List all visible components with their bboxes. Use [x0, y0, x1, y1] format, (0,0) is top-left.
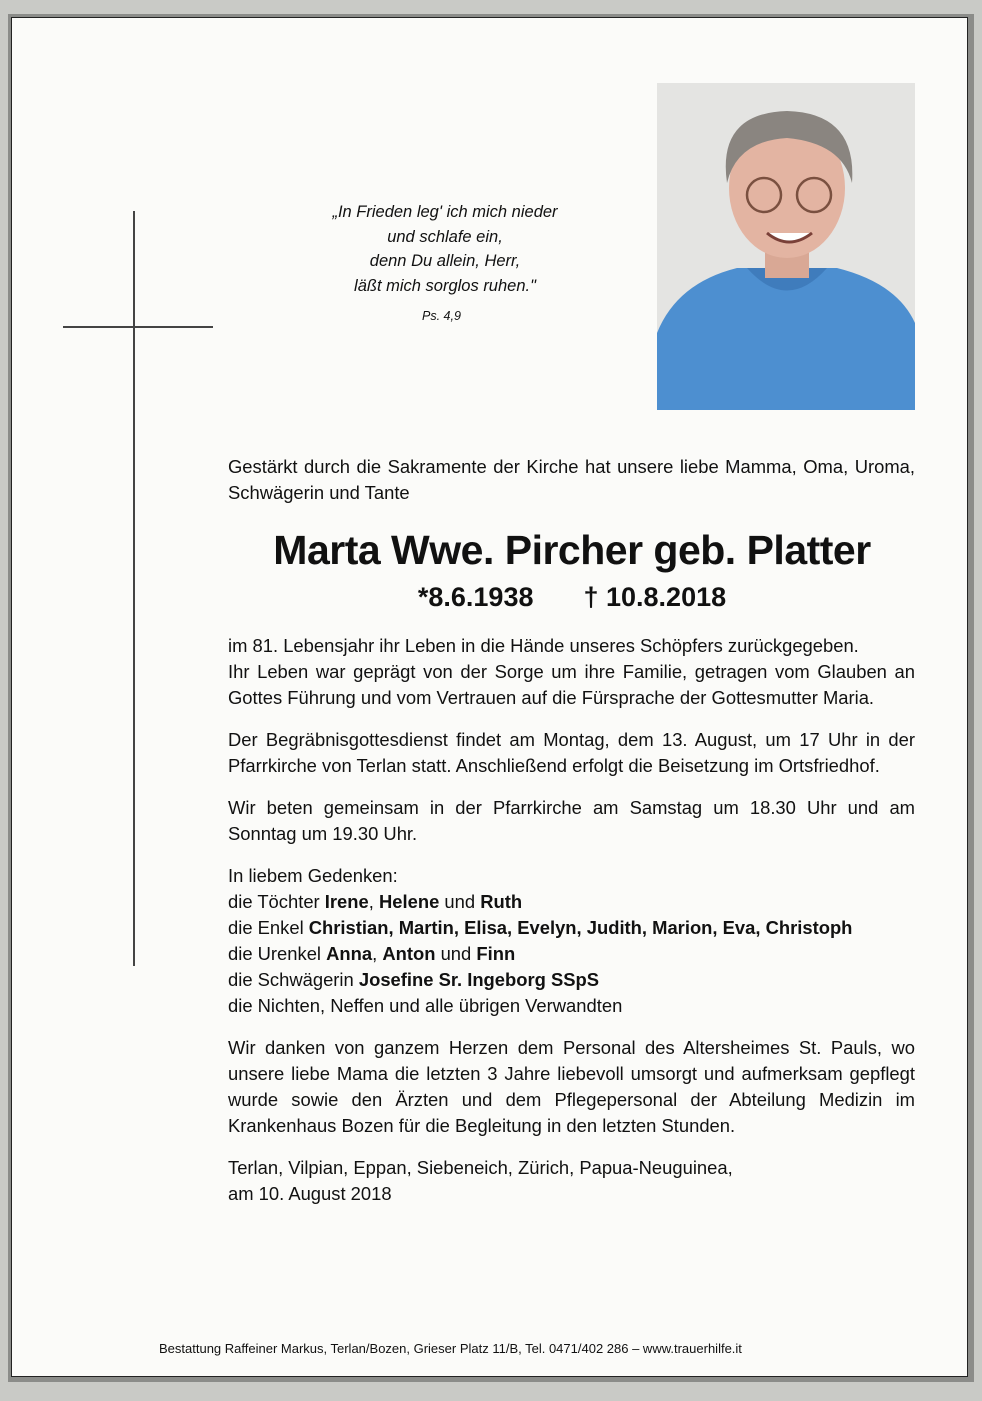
name: Ruth [480, 891, 523, 912]
names: Christian, Martin, Elisa, Evelyn, Judith, Marion, Eva, Christoph [308, 917, 853, 938]
death-date: † 10.8.2018 [583, 582, 727, 612]
label: die Töchter [228, 891, 325, 912]
quote-line: denn Du allein, Herr, [369, 252, 521, 270]
paragraph-funeral: Der Begräbnisgottesdienst findet am Montag, dem 13. August, um 17 Uhr in der Pfarrkirche von Terlan statt. Anschließend erfolgt die Beisetzung im Ortsfriedhof. [228, 729, 915, 776]
label: die Urenkel [228, 943, 327, 964]
paragraph-character: Ihr Leben war geprägt von der Sorge um ihre Familie, getragen vom Glauben an Gottes Führung und vom Vertrauen auf die Fürsprache der Gottesmutter Maria. [228, 661, 915, 708]
label: die Enkel [228, 917, 309, 938]
quote-reference: Ps. 4,9 [422, 309, 461, 323]
funeral-home-footer: Bestattung Raffeiner Markus, Terlan/Bozen, Grieser Platz 11/B, Tel. 0471/402 286 – www.trauerhilfe.it [159, 1341, 742, 1356]
sep: , [368, 891, 379, 912]
name: Anton [382, 943, 436, 964]
mourners-grandchildren [228, 915, 915, 941]
portrait-photo [657, 83, 915, 410]
cross-horizontal-bar [63, 326, 213, 328]
date-line: am 10. August 2018 [228, 1183, 392, 1204]
sep: , [372, 943, 383, 964]
name: Irene [324, 891, 369, 912]
name: Anna [326, 943, 373, 964]
quote-line: „In Frieden leg' ich mich nieder [332, 203, 558, 221]
life-dates [180, 582, 964, 613]
sep: und [439, 891, 481, 912]
body-text [228, 633, 915, 1207]
deceased-name: Marta Wwe. Pircher geb. Platter [273, 527, 871, 573]
mourners-daughters [228, 889, 915, 915]
mourners-sisterinlaw [228, 967, 915, 993]
mourners-others: die Nichten, Neffen und alle übrigen Verwandten [228, 995, 623, 1016]
paragraph-prayer: Wir beten gemeinsam in der Pfarrkirche am Samstag um 18.30 Uhr und am Sonntag um 19.30 Uhr. [228, 797, 915, 844]
quote-line: läßt mich sorglos ruhen." [354, 276, 536, 295]
mourners-greatgrandchildren [228, 941, 915, 967]
cross-vertical-bar [133, 211, 135, 966]
birth-date: *8.6.1938 [417, 582, 534, 612]
name: Helene [378, 891, 440, 912]
psalm-quote [290, 200, 600, 323]
paragraph-life: im 81. Lebensjahr ihr Leben in die Hände unseres Schöpfers zurückgegeben. [228, 635, 859, 656]
places-line: Terlan, Vilpian, Eppan, Siebeneich, Zürich, Papua-Neuguinea, [228, 1157, 733, 1178]
mourners-heading: In liebem Gedenken: [228, 865, 398, 886]
name: Finn [476, 943, 516, 964]
intro-text [228, 454, 915, 506]
quote-line: und schlafe ein, [387, 227, 503, 246]
mourners-list [228, 863, 915, 1019]
label: die Schwägerin [228, 969, 359, 990]
intro-paragraph: Gestärkt durch die Sakramente der Kirche hat unsere liebe Mamma, Oma, Uroma, Schwägerin und Tante [228, 456, 915, 503]
sep: und [435, 943, 477, 964]
paragraph-thanks: Wir danken von ganzem Herzen dem Personal des Altersheimes St. Pauls, wo unsere liebe Mama die letzten 3 Jahre liebevoll umsorgt und aufmerksam gepflegt wurde sowie den Ärzten und dem Pflegepersonal der Abteilung Medizin im Krankenhaus Bozen für die Begleitung in den letzten Stunden. [228, 1037, 915, 1136]
names: Josefine Sr. Ingeborg SSpS [358, 969, 600, 990]
